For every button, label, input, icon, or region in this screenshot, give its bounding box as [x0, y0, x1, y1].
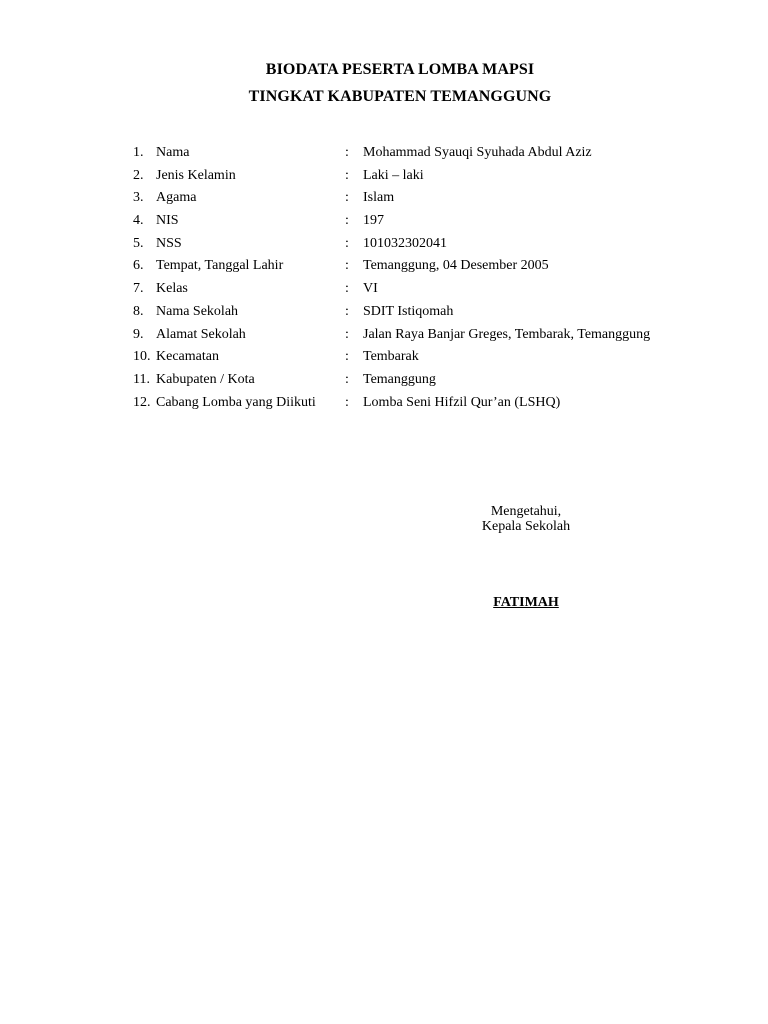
- field-number: 4.: [133, 213, 144, 229]
- field-number: 9.: [133, 326, 144, 342]
- field-number: 8.: [133, 303, 144, 319]
- field-separator: :: [345, 190, 349, 206]
- field-label: Kelas: [156, 281, 188, 297]
- document-title: BIODATA PESERTA LOMBA MAPSI: [265, 61, 535, 78]
- field-row-nama: [0, 145, 768, 168]
- biodata-fields: [0, 145, 768, 417]
- field-number: 12.: [133, 394, 151, 410]
- field-label: Nama Sekolah: [156, 303, 239, 319]
- field-value: Laki – laki: [363, 167, 424, 183]
- field-value: Islam: [363, 190, 395, 206]
- document-subtitle: TINGKAT KABUPATEN TEMANGGUNG: [248, 88, 552, 105]
- field-row-nis: [0, 213, 768, 236]
- field-number: 3.: [133, 190, 144, 206]
- field-label: Kabupaten / Kota: [156, 371, 255, 387]
- field-label: NIS: [156, 213, 179, 229]
- field-label: Kecamatan: [156, 349, 219, 365]
- field-label: NSS: [156, 235, 182, 251]
- field-separator: :: [345, 145, 349, 160]
- field-row-kabupaten-kota: [0, 372, 768, 395]
- field-row-agama: [0, 190, 768, 213]
- field-row-nama-sekolah: [0, 304, 768, 327]
- field-row-kelas: [0, 281, 768, 304]
- field-value: Tembarak: [363, 349, 419, 365]
- field-separator: :: [345, 258, 349, 274]
- signatory-name: FATIMAH: [493, 595, 559, 610]
- field-value: 101032302041: [363, 235, 447, 251]
- field-number: 7.: [133, 281, 144, 297]
- field-separator: :: [345, 349, 349, 365]
- field-separator: :: [345, 213, 349, 229]
- field-row-alamat-sekolah: [0, 327, 768, 350]
- signature-acknowledgement: Mengetahui,: [490, 504, 562, 519]
- field-label: Cabang Lomba yang Diikuti: [156, 394, 316, 410]
- field-number: 11.: [133, 371, 150, 387]
- field-separator: :: [345, 371, 349, 387]
- signature-position: Kepala Sekolah: [481, 519, 571, 534]
- field-separator: :: [345, 281, 349, 297]
- field-value: Temanggung: [363, 371, 436, 387]
- field-number: 5.: [133, 235, 144, 251]
- field-number: 10.: [133, 349, 151, 365]
- field-row-nss: [0, 236, 768, 259]
- field-value: Temanggung, 04 Desember 2005: [363, 258, 549, 274]
- field-label: Tempat, Tanggal Lahir: [156, 258, 284, 274]
- field-separator: :: [345, 303, 349, 319]
- field-number: 1.: [133, 145, 144, 160]
- field-value: Jalan Raya Banjar Greges, Tembarak, Temanggung: [363, 326, 651, 342]
- field-separator: :: [345, 394, 349, 410]
- field-value: Mohammad Syauqi Syuhada Abdul Aziz: [363, 145, 592, 160]
- field-row-tempat-tanggal-lahir: [0, 258, 768, 281]
- field-number: 6.: [133, 258, 144, 274]
- field-separator: :: [345, 235, 349, 251]
- field-label: Agama: [156, 190, 197, 206]
- field-label: Alamat Sekolah: [156, 326, 246, 342]
- field-value: VI: [363, 281, 378, 297]
- field-label: Jenis Kelamin: [156, 167, 236, 183]
- field-value: Lomba Seni Hifzil Qur’an (LSHQ): [363, 394, 561, 410]
- field-row-jenis-kelamin: [0, 168, 768, 191]
- field-row-kecamatan: [0, 349, 768, 372]
- field-value: SDIT Istiqomah: [363, 303, 454, 319]
- field-number: 2.: [133, 167, 144, 183]
- field-value: 197: [363, 213, 384, 229]
- field-row-cabang-lomba: [0, 395, 768, 418]
- field-separator: :: [345, 167, 349, 183]
- field-label: Nama: [156, 145, 190, 160]
- field-separator: :: [345, 326, 349, 342]
